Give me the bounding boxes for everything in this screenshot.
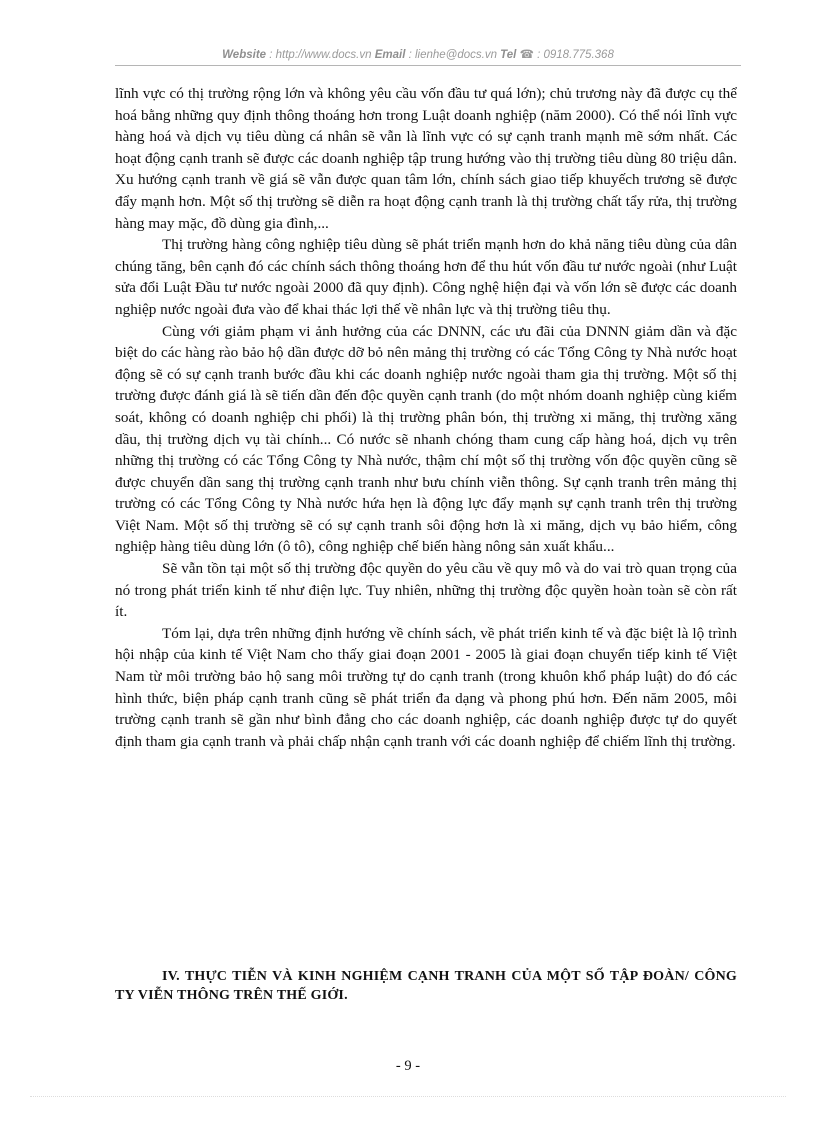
paragraph-5: Tóm lại, dựa trên những định hướng về chính sách, về phát triển kinh tế và đặc biệt là lộ trình hội nhập của kinh tế Việt Nam cho thấy giai đoạn 2001 - 2005 là giai đoạn chuyển tiếp kinh tế Việt Nam từ môi trường bảo hộ sang môi trường tự do cạnh tranh (trong khuôn khổ pháp luật) do đó các hình thức, biện pháp cạnh tranh cũng sẽ phát triển đa dạng và phong phú hơn. Đến năm 2005, môi trường cạnh tranh sẽ gần như bình đẳng cho các doanh nghiệp, các doanh nghiệp được tự do quyết định tham gia cạnh tranh và phải chấp nhận cạnh tranh với các doanh nghiệp để chiếm lĩnh thị trường. xyxy=(115,624,737,750)
paragraph-1: lĩnh vực có thị trường rộng lớn và không yêu cầu vốn đầu tư quá lớn); chủ trương này đã được cụ thể hoá bằng những quy định thông thoáng hơn trong Luật doanh nghiệp (năm 2000). Có thể nói lĩnh vực hàng hoá và dịch vụ tiêu dùng cá nhân sẽ vẫn là lĩnh vực có sự cạnh tranh mạnh mẽ sớm nhất. Các hoạt động cạnh tranh sẽ được các doanh nghiệp tập trung hướng vào thị trường tiêu dùng 80 triệu dân. Xu hướng cạnh tranh về giá sẽ vẫn được quan tâm lớn, chính sách giao tiếp khuyếch trương sẽ được đẩy mạnh hơn. Một số thị trường sẽ diễn ra hoạt động cạnh tranh là thị trường chất tẩy rửa, thị trường hàng may mặc, đồ dùng gia đình,... xyxy=(115,85,737,232)
tel-value: : 0918.775.368 xyxy=(533,49,614,61)
tel-label: Tel xyxy=(500,49,517,61)
header-divider xyxy=(115,65,741,66)
email-label: Email xyxy=(374,49,406,61)
website-value[interactable]: : http://www.docs.vn xyxy=(266,49,375,61)
paragraph-4: Sẽ vẫn tồn tại một số thị trường độc quyền do yêu cầu về quy mô và do vai trò quan trọng của nó trong phát triển kinh tế như điện lực. Tuy nhiên, những thị trường độc quyền hoàn toàn sẽ còn rất ít. xyxy=(115,560,737,621)
document-body xyxy=(115,83,737,752)
footer-divider xyxy=(30,1096,786,1097)
page-number: - 9 - xyxy=(395,1058,421,1074)
paragraph-3: Cùng với giảm phạm vi ảnh hưởng của các DNNN, các ưu đãi của DNNN giảm dần và đặc biệt do các hàng rào bảo hộ dần được dỡ bỏ nên mảng thị trường có các Tổng Công ty Nhà nước hoạt động sẽ có sự cạnh tranh bước đầu khi các doanh nghiệp nước ngoài tham gia thị trường. Một số thị trường được đánh giá là sẽ tiến dần đến độc quyền cạnh tranh (do một nhóm doanh nghiệp cùng kiểm soát, không có doanh nghiệp chi phối) là thị trường phân bón, thị trường xi măng, thị trường xăng dầu, thị trường dịch vụ tài chính... Có nước sẽ nhanh chóng tham cung cấp hàng hoá, dịch vụ trên những thị trường có các Tổng Công ty Nhà nước, thậm chí một số thị trường vốn độc quyền cũng sẽ được chuyển dần sang thị trường cạnh tranh như bưu chính viễn thông. Sự cạnh tranh trên mảng thị trường có các Tổng Công ty Nhà nước hứa hẹn là động lực đẩy mạnh sự cạnh tranh trên thị trường Việt Nam. Một số thị trường sẽ có sự cạnh tranh sôi động hơn là xi măng, dịch vụ bảo hiểm, công nghiệp hàng tiêu dùng lớn (ô tô), công nghiệp chế biến hàng nông sản xuất khẩu... xyxy=(115,322,737,556)
email-value[interactable]: : lienhe@docs.vn xyxy=(405,49,501,61)
website-label: Website xyxy=(222,49,267,61)
phone-icon: ☎ xyxy=(519,49,534,61)
page-header xyxy=(168,47,668,61)
paragraph-2: Thị trường hàng công nghiệp tiêu dùng sẽ phát triển mạnh hơn do khả năng tiêu dùng của dân chúng tăng, bên cạnh đó các chính sách thông thoáng hơn để thu hút vốn đầu tư nước ngoài (như Luật sửa đổi Luật Đầu tư nước ngoài 2000 đã quy định). Công nghệ hiện đại và vốn lớn sẽ được các doanh nghiệp nước ngoài đưa vào để khai thác lợi thế về nhân lực và thị trường tiêu thụ. xyxy=(115,236,737,318)
section-heading: IV. THỰC TIỄN VÀ KINH NGHIỆM CẠNH TRANH CỦA MỘT SỐ TẬP ĐOÀN/ CÔNG TY VIỄN THÔNG TRÊN THẾ GIỚI. xyxy=(115,969,737,1003)
